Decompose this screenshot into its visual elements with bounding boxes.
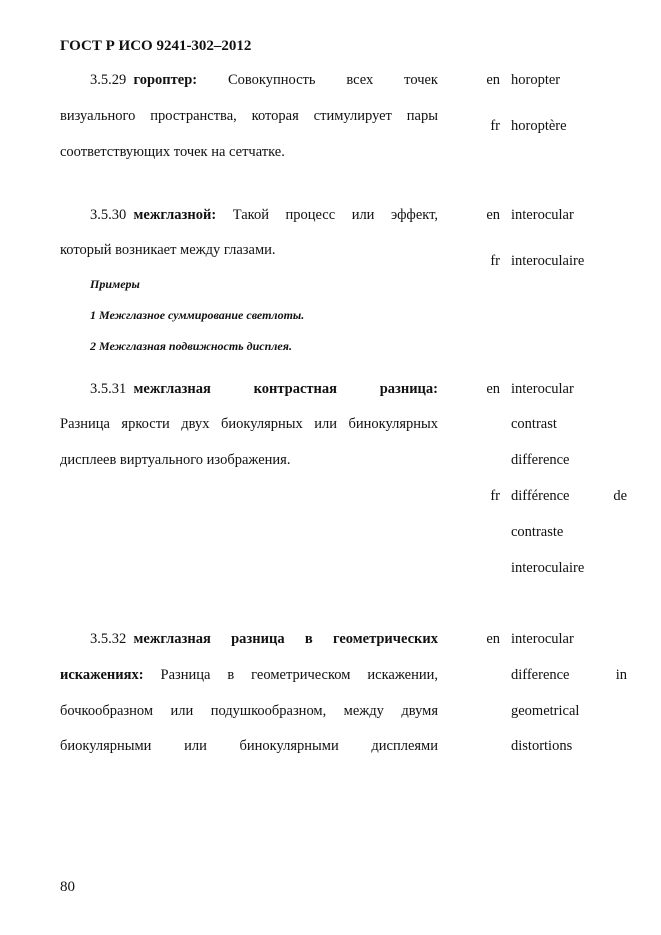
en-word: difference — [511, 667, 570, 683]
equivalent-en: interocular — [511, 381, 574, 397]
term-name: искажениях: — [60, 667, 144, 683]
definition-line: который возникает между глазами. — [60, 242, 276, 258]
equivalent-en: difference — [511, 452, 570, 468]
definition-line: визуального пространства, которая стимулирует пары — [60, 108, 438, 124]
definition-line: бочкообразном или подушкообразном, между двумя — [60, 703, 438, 719]
document-header: ГОСТ Р ИСО 9241-302–2012 — [60, 38, 252, 54]
term-number: 3.5.29 — [90, 72, 127, 88]
def-word: Такой — [232, 207, 269, 223]
term-name: межглазной: — [133, 207, 217, 223]
equivalent-en — [511, 667, 627, 684]
equivalent-en: horopter — [511, 72, 561, 88]
def-text: Разница в геометрическом искажении, — [160, 667, 439, 683]
term-name: в — [304, 631, 313, 647]
example-item: 2 Межглазная подвижность дисплея. — [90, 339, 292, 353]
fr-word: différence — [511, 488, 570, 504]
page-number: 80 — [60, 879, 75, 895]
lang-label-fr: fr — [490, 488, 500, 504]
equivalent-fr: horoptère — [511, 118, 567, 134]
equivalent-en: contrast — [511, 416, 557, 432]
term-number: 3.5.31 — [90, 381, 127, 397]
def-word: эффект, — [390, 207, 438, 223]
term-name: контрастная — [253, 381, 337, 397]
equivalent-en: distortions — [511, 738, 573, 754]
term-3-5-29-heading — [60, 72, 438, 89]
def-word: Совокупность — [227, 72, 316, 88]
equivalent-en: interocular — [511, 631, 574, 647]
term-3-5-31-heading — [60, 381, 438, 398]
def-word: точек — [404, 72, 438, 88]
term-3-5-30-heading — [60, 207, 438, 224]
lang-label-fr: fr — [490, 253, 500, 269]
term-number: 3.5.30 — [90, 207, 127, 223]
examples-title: Примеры — [90, 277, 140, 291]
en-word: in — [615, 667, 627, 683]
example-item: 1 Межглазное суммирование светлоты. — [90, 308, 305, 322]
lang-label-en: en — [486, 381, 500, 397]
term-name: геометрических — [332, 631, 438, 647]
term-number: 3.5.32 — [90, 631, 127, 647]
def-word: всех — [346, 72, 374, 88]
definition-line: Разница яркости двух биокулярных или бинокулярных — [60, 416, 438, 432]
term-3-5-32-heading — [60, 631, 438, 648]
def-word: процесс — [285, 207, 336, 223]
term-name: межглазная — [133, 381, 211, 397]
equivalent-en: geometrical — [511, 703, 580, 719]
equivalent-fr: interoculaire — [511, 253, 585, 269]
definition-line: биокулярными или бинокулярными дисплеями — [60, 738, 438, 754]
lang-label-en: en — [486, 72, 500, 88]
lang-label-en: en — [486, 631, 500, 647]
lang-label-en: en — [486, 207, 500, 223]
def-word: или — [351, 207, 375, 223]
definition-line — [60, 667, 438, 684]
equivalent-fr — [511, 488, 627, 505]
lang-label-fr: fr — [490, 118, 500, 134]
definition-line: дисплеев виртуального изображения. — [60, 452, 291, 468]
equivalent-en: interocular — [511, 207, 574, 223]
equivalent-fr: contraste — [511, 524, 564, 540]
definition-line: соответствующих точек на сетчатке. — [60, 144, 285, 160]
equivalent-fr: interoculaire — [511, 560, 585, 576]
term-name: разница — [231, 631, 285, 647]
term-name: гороптер: — [133, 72, 198, 88]
term-name: межглазная — [133, 631, 211, 647]
fr-word: de — [613, 488, 627, 504]
term-name: разница: — [379, 381, 438, 397]
